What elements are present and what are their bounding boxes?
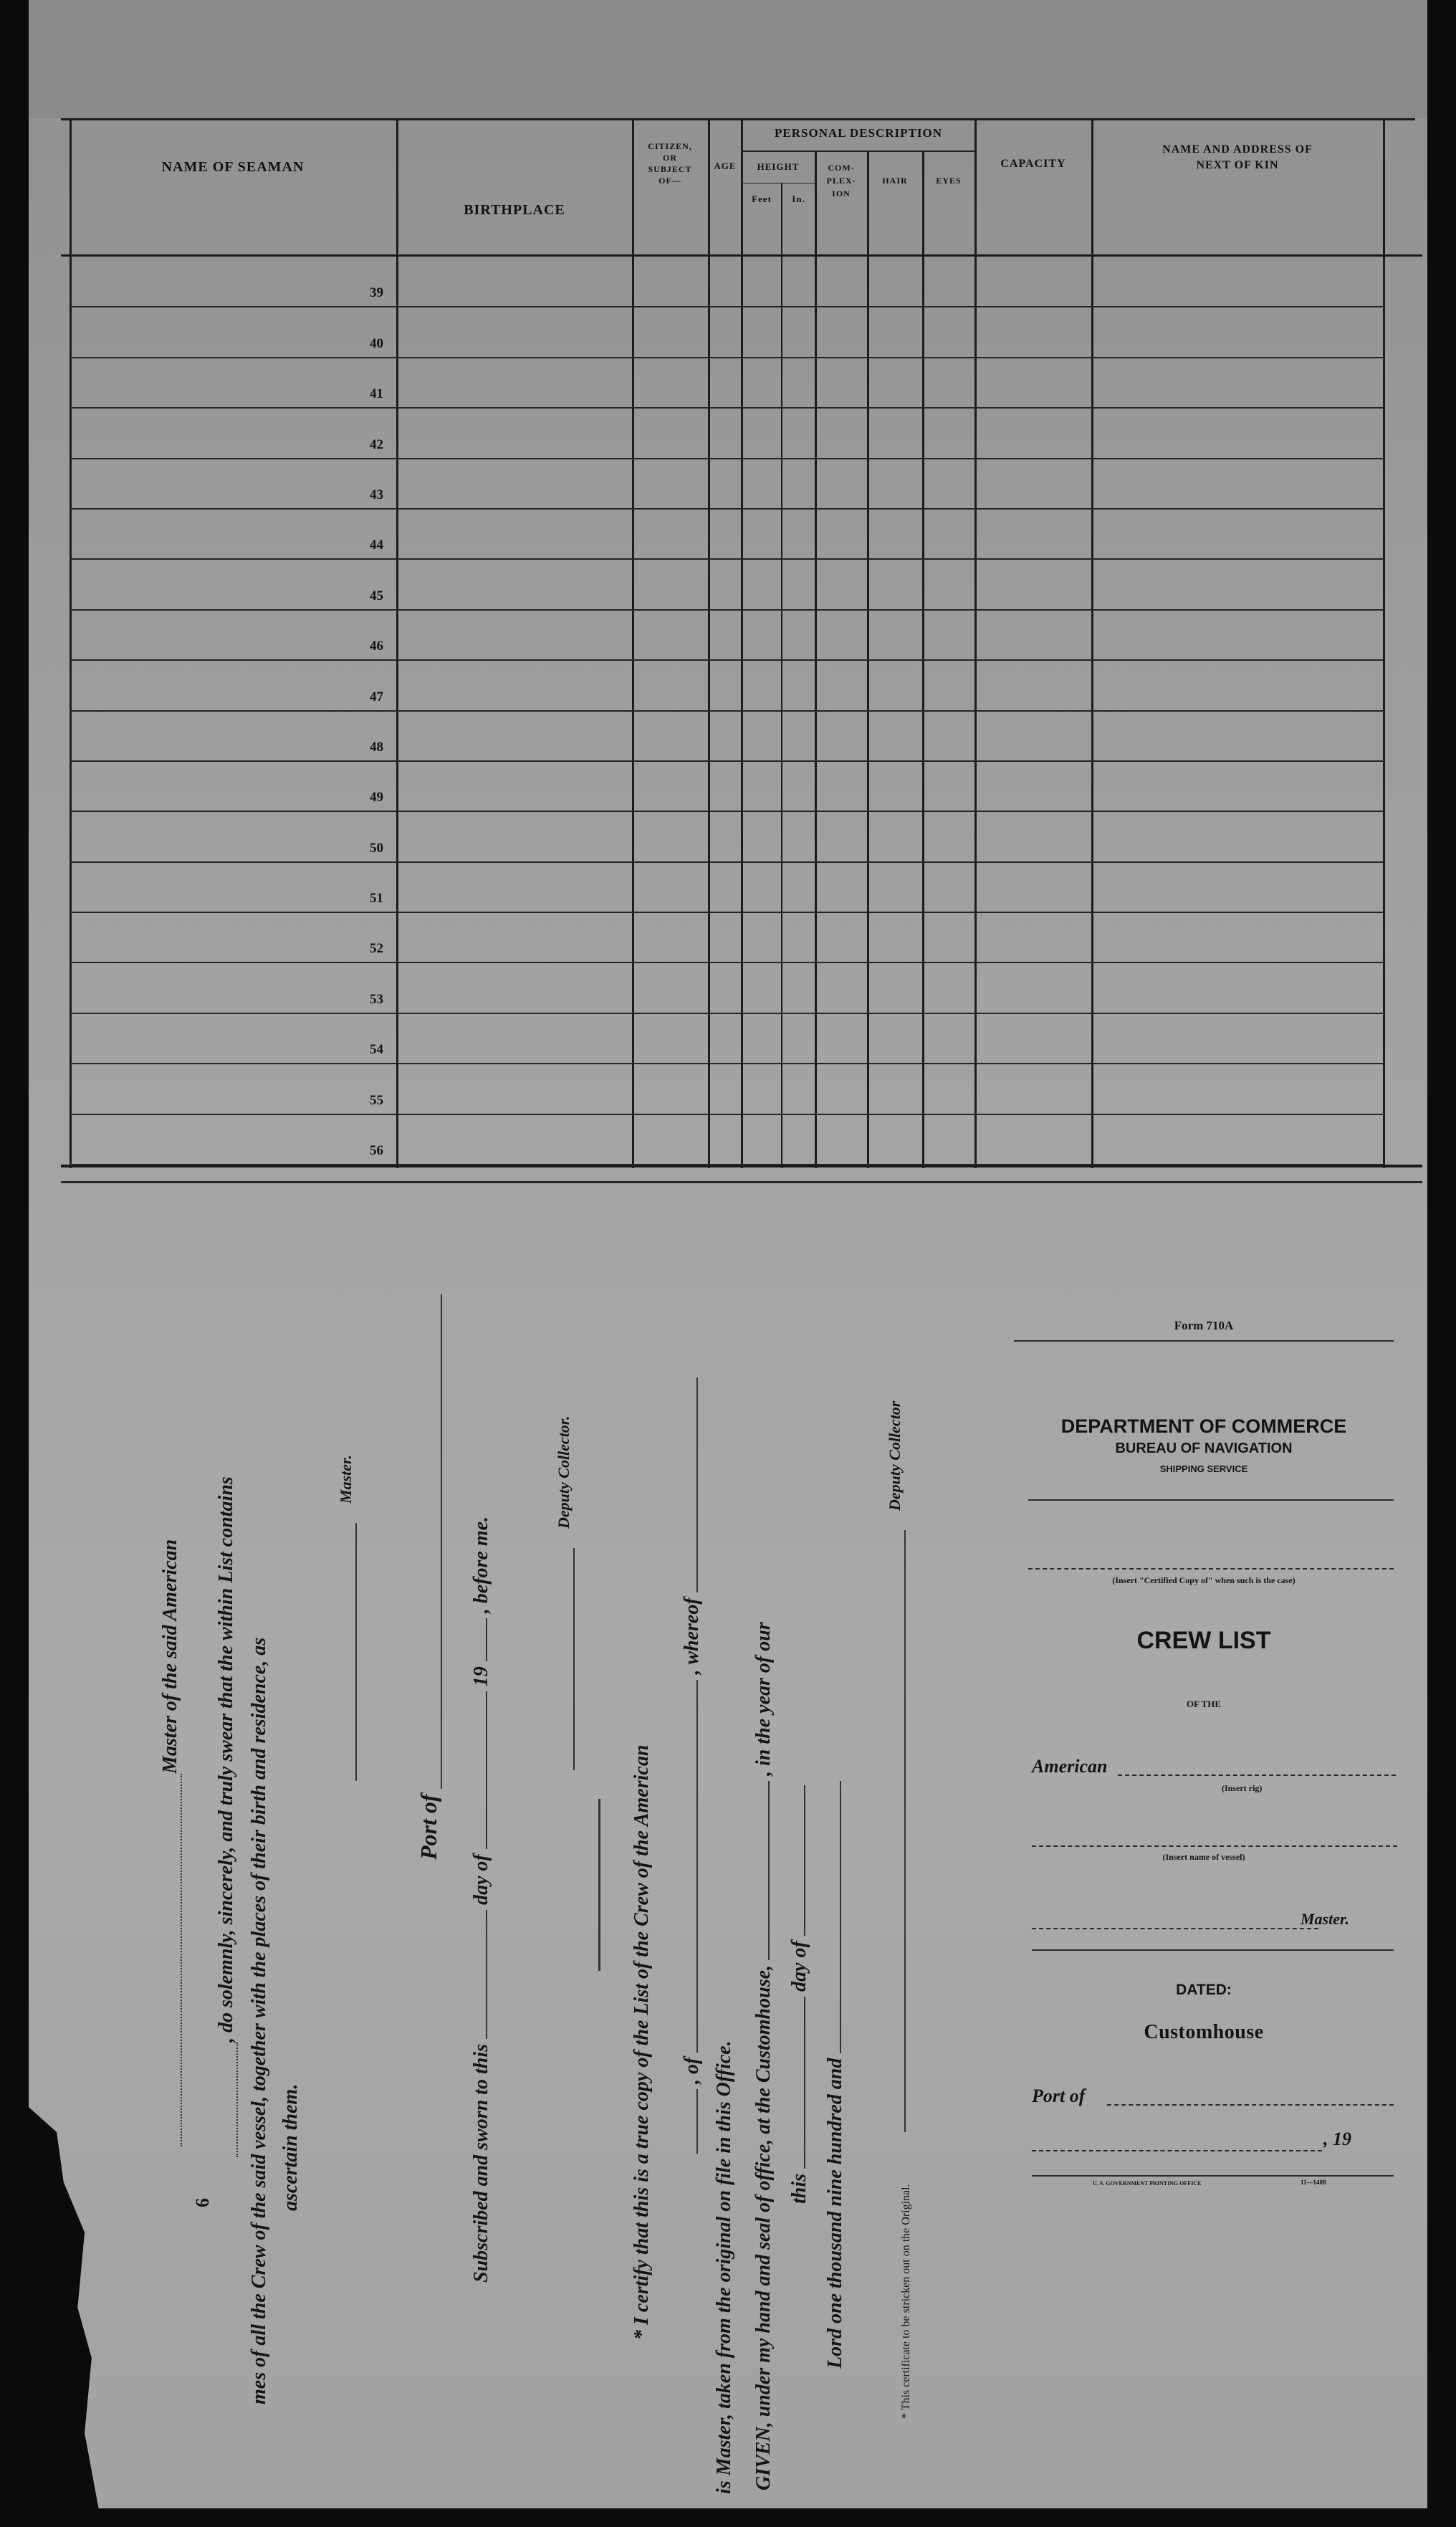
cover-top-rule [1014, 1340, 1394, 1342]
port-of-label: Port of [416, 1794, 441, 1860]
deputy-collector-label-1: Deputy Collector. [555, 1415, 573, 1529]
cert-line-3-text: GIVEN, under my hand and seal of office, at the Customhouse, [752, 1964, 775, 2490]
header-citizen-line: OR [663, 153, 677, 163]
american-label: American [1032, 1756, 1108, 1777]
dated-label: DATED: [1176, 1982, 1232, 1998]
master-label: Master. [337, 1455, 355, 1504]
table-row-line [70, 458, 1383, 459]
oath-line-1 [159, 1539, 182, 2146]
row-number: 56 [370, 1143, 383, 1158]
table-row-line [70, 407, 1383, 409]
header-citizen [634, 140, 706, 186]
certified-copy-line [1028, 1568, 1394, 1570]
port-of-cover-line [1032, 2086, 1397, 2107]
port-field [1107, 2104, 1394, 2106]
row-number: 44 [370, 538, 383, 553]
row-number: 39 [370, 285, 383, 301]
of-the-label: OF THE [1186, 1699, 1222, 1709]
cert-line-2 [713, 2040, 736, 2494]
header-complexion [816, 161, 866, 200]
header-complexion-line: ION [832, 188, 851, 199]
deputy-collector-sig-2 [883, 1401, 906, 2132]
table-row-line [70, 508, 1383, 510]
row-number: 43 [370, 487, 383, 502]
cert-footnote-text: * This certificate to be stricken out on the Original. [900, 2184, 912, 2419]
table-row-line [70, 1164, 1383, 1165]
header-personal-description: PERSONAL DESCRIPTION [775, 126, 942, 140]
american-rig-line [1032, 1756, 1397, 1777]
header-capacity: CAPACITY [1000, 158, 1066, 170]
header-height: HEIGHT [757, 161, 800, 172]
cert-line-3 [752, 1622, 775, 2490]
vessel-name-line [1032, 1845, 1397, 1847]
customhouse-label: Customhouse [1144, 2021, 1264, 2043]
oath-line-2-text: , do solemnly, sincerely, and truly swear that the within List contains [215, 1476, 237, 2043]
header-feet: Feet [752, 194, 772, 204]
row-number: 54 [370, 1042, 383, 1058]
port-of-cover-label: Port of [1032, 2086, 1086, 2106]
header-citizen-line: SUBJECT [648, 164, 692, 174]
year-19-label: 19 [470, 1666, 492, 1687]
rig-field [1118, 1774, 1396, 1776]
header-next-of-kin-line: NAME AND ADDRESS OF [1162, 143, 1313, 156]
master-signature-line [334, 1455, 357, 1781]
cert-line-2-text: is Master, taken from the original on file in this Office. [713, 2040, 735, 2494]
header-citizen-line: CITIZEN, [648, 141, 692, 151]
cert-this-label: this [788, 2173, 810, 2204]
cover-rule-2 [1028, 1499, 1394, 1501]
row-number: 55 [370, 1092, 383, 1108]
row-number: 51 [370, 891, 383, 907]
header-citizen-line: OF— [658, 176, 681, 186]
table-row-line [70, 912, 1383, 913]
table-row-line [70, 861, 1383, 863]
printer-code: 11—1408 [1301, 2179, 1326, 2186]
year-label: , 19 [1323, 2129, 1351, 2149]
insert-certified-note: (Insert "Certified Copy of" when such is the case) [1112, 1575, 1295, 1585]
header-hair: HAIR [882, 176, 908, 186]
oath-line-3 [248, 1638, 271, 2404]
cert-of-label: , of [681, 2057, 703, 2084]
cert-line-1 [631, 1745, 653, 2340]
table-row-line [70, 558, 1383, 560]
crew-list-title: CREW LIST [1136, 1627, 1271, 1654]
row-number: 45 [370, 588, 383, 603]
cover-rule-3 [1032, 1949, 1394, 1951]
header-birthplace: BIRTHPLACE [464, 202, 565, 218]
cert-of-line [681, 1377, 704, 2154]
row-number: 42 [370, 436, 383, 452]
row-number: 46 [370, 639, 383, 654]
date-line [1032, 2150, 1322, 2151]
row-number: 49 [370, 790, 383, 806]
table-row-line [70, 659, 1383, 661]
table-row-line [70, 1013, 1383, 1014]
cover-bottom-rule [1032, 2175, 1394, 2177]
port-of-line [416, 1294, 442, 1860]
table-row-line [70, 760, 1383, 762]
cert-line-5-text: Lord one thousand nine hundred and [824, 2058, 846, 2369]
separator-line [598, 1799, 600, 1971]
table-row-line [70, 811, 1383, 812]
deputy-collector-label-2: Deputy Collector [886, 1400, 904, 1511]
department-title: DEPARTMENT OF COMMERCE [1060, 1415, 1347, 1437]
table-row-line [70, 1114, 1383, 1115]
table-row-line [70, 1063, 1383, 1064]
oath-line-1-text: Master of the said American [159, 1539, 181, 1774]
row-number: 40 [370, 335, 383, 351]
subscribed-label: Subscribed and sworn to this [470, 2044, 492, 2283]
row-number: 52 [370, 941, 383, 957]
deputy-collector-sig-1 [552, 1415, 575, 1770]
insert-rig-note: (Insert rig) [1222, 1783, 1263, 1793]
oath-line-4 [279, 2084, 302, 2211]
cert-footnote [900, 2184, 913, 2419]
table-row-line [70, 609, 1383, 611]
oath-line-2 [215, 1476, 238, 2157]
insert-vessel-note: (Insert name of vessel) [1162, 1852, 1245, 1862]
row-number: 53 [370, 991, 383, 1007]
row-number: 47 [370, 689, 383, 704]
oath-line-4-text: ascertain them. [279, 2083, 302, 2211]
margin-mark-text: 6 [192, 2198, 213, 2207]
header-inches: In. [792, 194, 805, 204]
table-row-line [70, 962, 1383, 963]
crew-table [0, 0, 1456, 1175]
header-complexion-line: PLEX- [826, 176, 856, 186]
header-complexion-line: COM- [828, 163, 855, 173]
bureau-title: BUREAU OF NAVIGATION [1115, 1441, 1293, 1456]
margin-mark [192, 2198, 214, 2207]
table-row-line [70, 306, 1383, 307]
table-row-line [70, 357, 1383, 358]
printer-imprint: U. S. GOVERNMENT PRINTING OFFICE [1093, 2180, 1202, 2187]
cert-line-1-text: * I certify that this is a true copy of the List of the Crew of the American [631, 1744, 653, 2340]
table-row-line [70, 710, 1383, 712]
header-eyes: EYES [936, 176, 962, 186]
header-next-of-kin-line: NEXT OF KIN [1196, 159, 1279, 171]
subscribed-line [470, 1516, 493, 2283]
oath-line-3-text: mes of all the Crew of the said vessel, together with the places of their birth and residence, as [248, 1637, 270, 2404]
header-next-of-kin [1093, 142, 1382, 173]
row-number: 50 [370, 840, 383, 856]
day-of-label: day of [470, 1854, 492, 1905]
form-number: Form 710A [1174, 1319, 1234, 1332]
header-age: AGE [714, 161, 737, 171]
master-name-line [1032, 1928, 1318, 1929]
cert-line-3b-text: , in the year of our [752, 1622, 775, 1776]
row-number: 41 [370, 386, 383, 402]
cert-line-5 [824, 1781, 847, 2369]
cert-whereof-label: , whereof [681, 1597, 703, 1675]
before-me-label: , before me. [470, 1516, 492, 1614]
master-label-cover: Master. [1301, 1910, 1349, 1928]
cert-line-4 [788, 1785, 811, 2204]
row-number: 48 [370, 739, 383, 755]
cert-day-of-label: day of [788, 1941, 810, 1992]
service-title: SHIPPING SERVICE [1159, 1463, 1248, 1474]
header-name-of-seaman: NAME OF SEAMAN [161, 159, 305, 175]
